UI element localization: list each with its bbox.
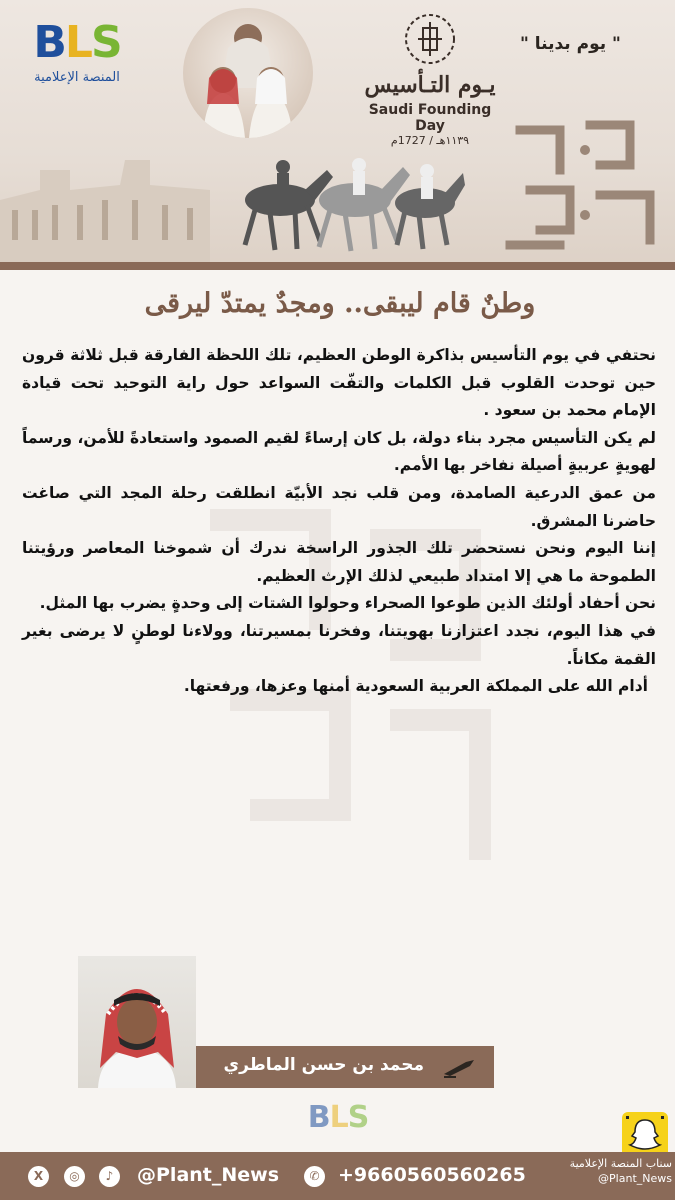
article-headline: وطنٌ قام ليبقى.. ومجدٌ يمتدّ ليرقى — [144, 288, 536, 319]
instagram-icon[interactable]: ◎ — [64, 1166, 85, 1187]
author-name: محمد بن حسن الماطري — [223, 1055, 424, 1075]
tiktok-icon[interactable]: ♪ — [99, 1166, 120, 1187]
logo-caption: المنصة الإعلامية — [34, 70, 120, 85]
article-paragraph: نحن أحفاد أولئك الذين طوعوا الصحراء وحولوا الشتات إلى وحدةٍ يضرب بها المثل. — [39, 594, 656, 613]
article-paragraph: لم يكن التأسيس مجرد بناء دولة، بل كان إرساءً لقيم الصمود واستعادةً للأمن، ورسماً لهويةٍ عربيةٍ أصيلة نفاخر بها الأمم. — [22, 428, 656, 475]
article-body — [22, 342, 656, 701]
header-banner — [0, 0, 675, 268]
phone-number[interactable]: +9660560560265 — [338, 1164, 526, 1186]
horse-riders-illustration — [235, 145, 465, 255]
whatsapp-icon[interactable]: ✆ — [304, 1166, 325, 1187]
emblem-arabic-title: يـوم التـأسيس — [364, 72, 496, 98]
bls-logo — [18, 18, 136, 108]
founding-day-emblem — [360, 10, 500, 147]
article-paragraph: في هذا اليوم، نجدد اعتزازنا بهويتنا، وفخرنا بمسيرتنا، وولاءنا لوطنٍ لا يرضى بغير القمة مكاناً. — [22, 621, 656, 668]
emblem-english-title: Saudi Founding Day — [368, 102, 492, 134]
arabic-calligraphy-motif — [500, 110, 670, 260]
logo-letter-b: B — [33, 17, 65, 68]
author-name-bar — [196, 1046, 494, 1088]
snapchat-info — [548, 1156, 672, 1186]
emblem-dates: ١١٣٩هـ / 1727م — [390, 134, 470, 147]
logo-letter-l: L — [329, 1100, 348, 1135]
social-handle[interactable]: @Plant_News — [137, 1164, 280, 1186]
logo-letter-s: S — [347, 1100, 369, 1135]
banner-divider — [0, 262, 675, 270]
snap-handle[interactable]: @Plant_News — [598, 1172, 672, 1185]
footer-bar — [0, 1152, 675, 1200]
article-paragraph: من عمق الدرعية الصامدة، ومن قلب نجد الأبيّة انطلقت رحلة المجد التي صاغت حاضرنا المشرق. — [22, 483, 656, 530]
logo-letter-l: L — [64, 17, 91, 68]
article-paragraph: أدام الله على المملكة العربية السعودية أمنها وعزها، ورفعتها. — [183, 677, 648, 696]
snap-label: سناب المنصة الإعلامية — [569, 1157, 672, 1170]
bls-logo-small — [292, 1100, 384, 1148]
article-paragraph: إننا اليوم ونحن نستحضر تلك الجذور الراسخة ندرك أن شموخنا المعاصر ورؤيتنا الطموحة ما هي إلا امتداد طبيعي لذلك الإرث العظيم. — [22, 539, 656, 585]
author-photo — [78, 956, 196, 1088]
logo-letter-s: S — [90, 17, 121, 68]
diriyah-fort-illustration — [0, 150, 210, 262]
emblem-seal-icon — [400, 10, 460, 68]
leaders-portrait — [183, 8, 313, 138]
logo-letter-b: B — [307, 1100, 330, 1135]
slogan: " يوم بدينا " — [520, 34, 621, 54]
x-icon[interactable]: X — [28, 1166, 49, 1187]
article-paragraph: نحتفي في يوم التأسيس بذاكرة الوطن العظيم، تلك اللحظة الفارقة قبل ثلاثة قرون حين توحدت القلوب قبل الكلمات والتفّت السواعد حول راية التوحيد تحت قيادة الإمام محمد بن سعود . — [22, 346, 656, 420]
quill-pen-icon — [442, 1058, 476, 1078]
